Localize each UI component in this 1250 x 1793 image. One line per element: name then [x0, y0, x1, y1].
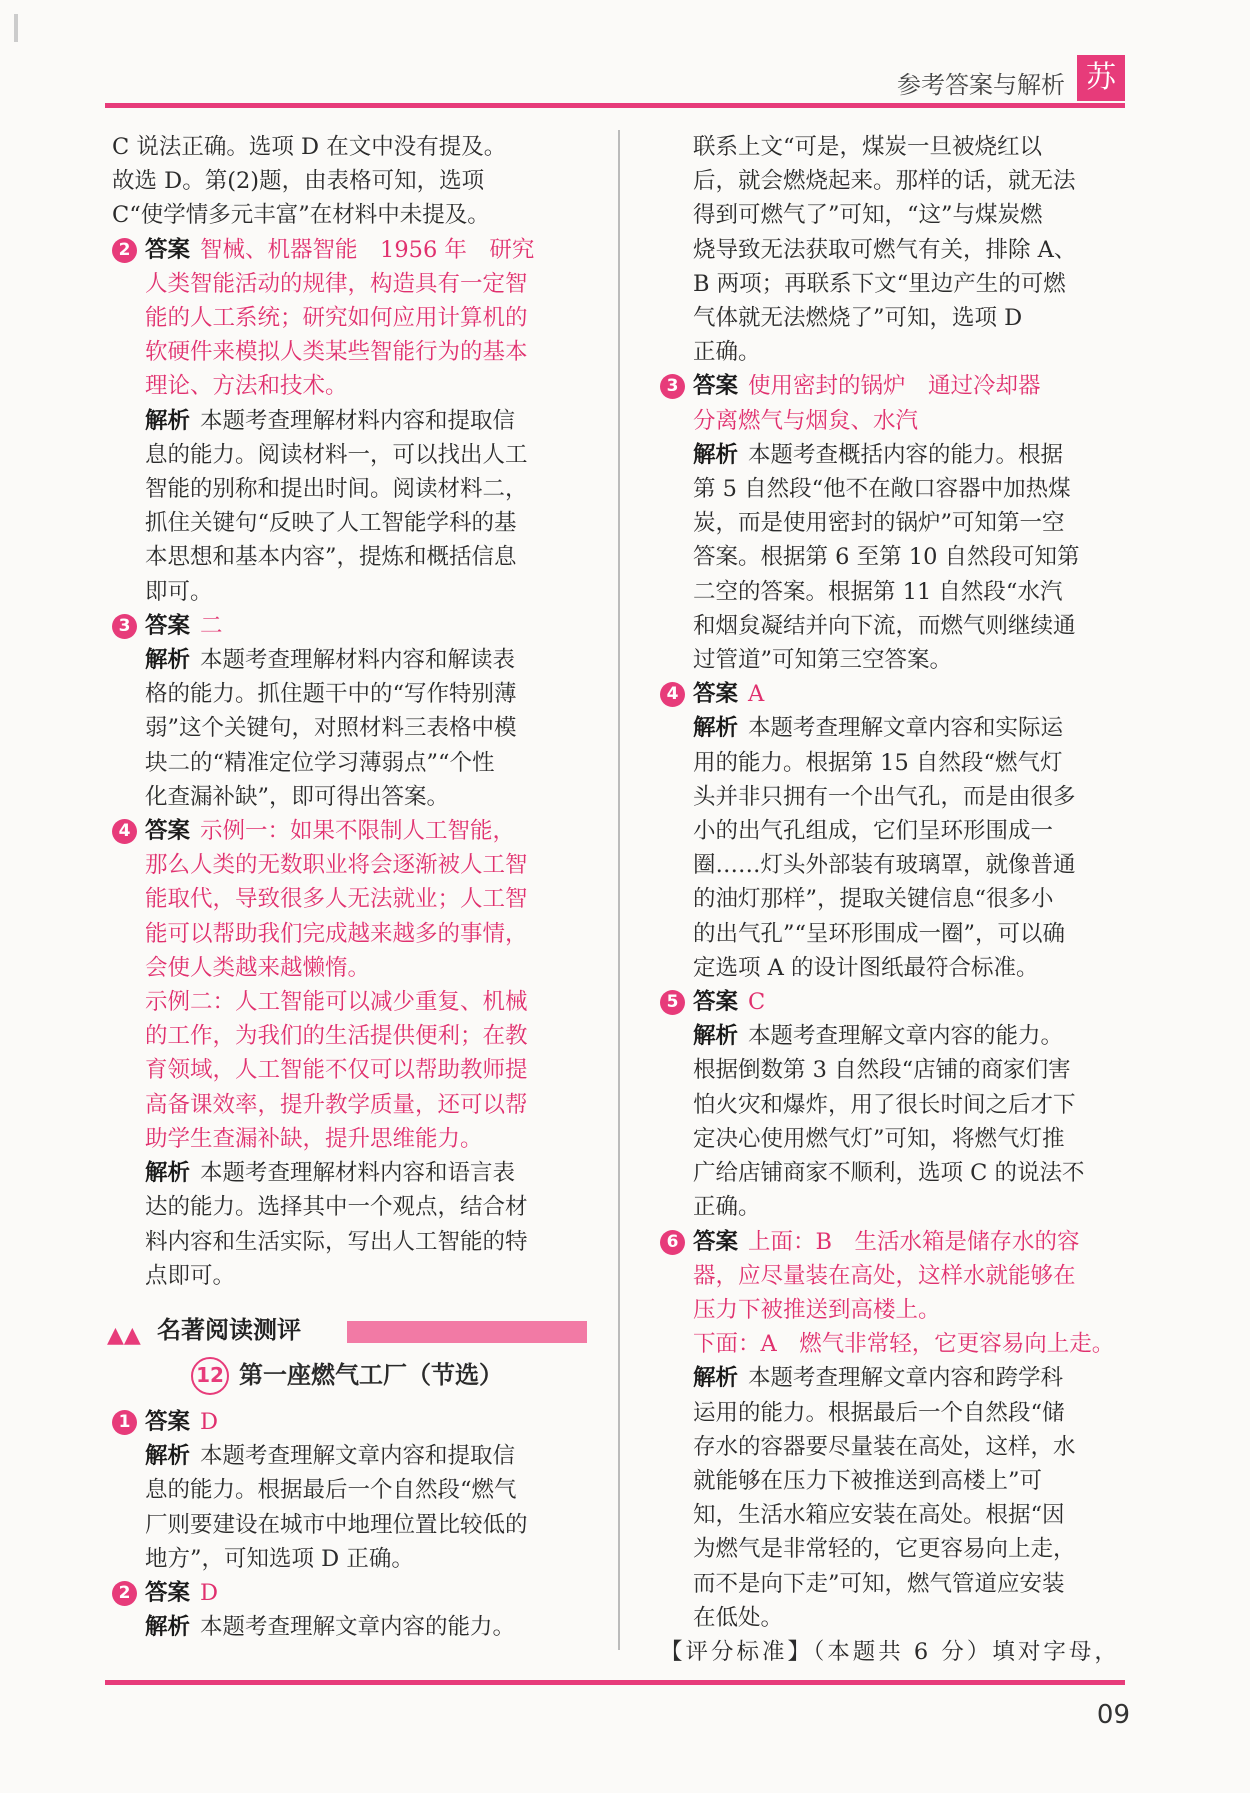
answer-text: 的工作，为我们的生活提供便利；在教: [145, 1023, 528, 1050]
answer-text: 使用密封的锅炉 通过冷却器: [748, 373, 1041, 400]
answer-label: 答案: [693, 1228, 739, 1255]
article-heading: [112, 1357, 582, 1395]
analysis-label: 解析: [693, 1365, 739, 1392]
analysis-text: 本题考查理解文章内容和跨学科: [748, 1365, 1064, 1392]
answer-text: 会使人类越来越懒惰。: [145, 954, 371, 981]
answer-text: 器，应尽量装在高处，这样水就能够在: [693, 1262, 1076, 1289]
answer-text: 软硬件来模拟人类某些智能行为的基本: [145, 339, 528, 366]
analysis-text: 抓住关键句“反映了人工智能学科的基: [145, 510, 517, 537]
analysis-text: 本题考查理解文章内容的能力。: [748, 1023, 1064, 1050]
answer-text: 示例二：人工智能可以减少重复、机械: [145, 989, 528, 1016]
text-line: 烧导致无法获取可燃气有关，排除 A、: [693, 236, 1077, 263]
analysis-text: 怕火灾和爆炸，用了很长时间之后才下: [693, 1091, 1076, 1118]
analysis-text: 知，生活水箱应安装在高处。根据“因: [693, 1502, 1065, 1529]
page-number: 09: [1096, 1700, 1130, 1730]
analysis-label: 解析: [145, 1443, 191, 1470]
text-line: 后，就会燃烧起来。那样的话，就无法: [693, 168, 1076, 195]
answer-text: 下面：A 燃气非常轻，它更容易向上走。: [693, 1331, 1115, 1358]
question-4: [112, 814, 582, 1293]
analysis-text: 二空的答案。根据第 11 自然段“水汽: [693, 578, 1063, 605]
text-line: 联系上文“可是，煤炭一旦被烧红以: [693, 134, 1043, 160]
analysis-label: 解析: [693, 441, 739, 468]
text-line: C“使学情多元丰富”在材料中未提及。: [112, 202, 490, 229]
answer-text: 助学生查漏补缺，提升思维能力。: [145, 1125, 483, 1152]
analysis-label: 解析: [145, 1160, 191, 1187]
right-column: [660, 130, 1130, 1669]
answer-label: 答案: [145, 612, 191, 639]
analysis-text: 料内容和生活实际，写出人工智能的特: [145, 1228, 528, 1255]
analysis-text: 和烟炱凝结并向下流，而燃气则继续通: [693, 612, 1076, 639]
analysis-label: 解析: [693, 715, 739, 742]
answer-label: 答案: [693, 989, 739, 1016]
analysis-text: 圈……灯头外部装有玻璃罩，就像普通: [693, 852, 1076, 879]
question-number: 4: [112, 819, 137, 844]
question-number: 2: [112, 238, 137, 263]
answer-label: 答案: [693, 373, 739, 400]
answer-text: 那么人类的无数职业将会逐渐被人工智: [145, 852, 528, 879]
analysis-text: 智能的别称和提出时间。阅读材料二，: [145, 476, 528, 503]
answer-text: 示例一：如果不限制人工智能，: [200, 818, 516, 845]
analysis-text: 用的能力。根据第 15 自然段“燃气灯: [693, 749, 1063, 776]
analysis-label: 解析: [145, 647, 191, 674]
column-divider: [618, 130, 620, 1650]
answer-text: 智械、机器智能 1956 年 研究: [200, 236, 535, 263]
analysis-text: 小的出气孔组成，它们呈环形围成一: [693, 818, 1054, 845]
analysis-text: 头并非只拥有一个出气孔，而是由很多: [693, 783, 1076, 810]
article-question-4: [660, 677, 1130, 985]
answer-text: C: [748, 989, 766, 1016]
analysis-text: 广给店铺商家不顺利，选项 C 的说法不: [693, 1160, 1085, 1187]
analysis-text: 点即可。: [145, 1262, 236, 1289]
analysis-text: 化查漏补缺”，即可得出答案。: [145, 783, 450, 810]
header-badge: 苏: [1077, 55, 1125, 101]
answer-text: 能可以帮助我们完成越来越多的事情，: [145, 920, 528, 947]
analysis-text: 厂则要建设在城市中地理位置比较低的: [145, 1511, 528, 1538]
section-bar: [347, 1321, 587, 1343]
analysis-text: 炭，而是使用密封的锅炉”可知第一空: [693, 510, 1065, 537]
analysis-text: 本题考查理解文章内容和实际运: [748, 715, 1064, 742]
pagoda-icon: ▲▲: [107, 1322, 141, 1348]
analysis-text: 本题考查理解材料内容和提取信: [200, 407, 516, 434]
answer-label: 答案: [145, 1579, 191, 1606]
analysis-text: 达的能力。选择其中一个观点，结合材: [145, 1194, 528, 1221]
answer-text: 压力下被推送到高楼上。: [693, 1296, 941, 1323]
answer-text: 高备课效率，提升教学质量，还可以帮: [145, 1091, 528, 1118]
left-column: [107, 130, 582, 1644]
analysis-text: 息的能力。阅读材料一，可以找出人工: [145, 441, 528, 468]
analysis-text: 第 5 自然段“他不在敞口容器中加热煤: [693, 476, 1071, 503]
answer-text: 二: [200, 612, 223, 639]
analysis-text: 弱”这个关键句，对照材料三表格中模: [145, 715, 517, 742]
text-line: 气体就无法燃烧了”可知，选项 D: [693, 305, 1023, 332]
analysis-text: 的出气孔”“呈环形围成一圈”，可以确: [693, 920, 1066, 947]
analysis-text: 地方”，可知选项 D 正确。: [145, 1545, 414, 1572]
footer-rule: [105, 1680, 1125, 1685]
article-title: 第一座燃气工厂（节选）: [239, 1360, 503, 1389]
text-line: 得到可燃气了”可知，“这”与煤炭燃: [693, 202, 1043, 229]
scoring-criteria: 【评分标准】（本题共 6 分）填对字母，: [660, 1638, 1120, 1665]
header-rule: [105, 103, 1125, 108]
answer-text: 能的人工系统；研究如何应用计算机的: [145, 305, 528, 332]
question-2: [112, 233, 582, 609]
analysis-text: 本题考查理解材料内容和语言表: [200, 1160, 516, 1187]
question-number: 5: [660, 990, 685, 1015]
answer-label: 答案: [145, 236, 191, 263]
text-line: C 说法正确。选项 D 在文中没有提及。: [112, 134, 507, 160]
article-question-2: [112, 1576, 582, 1644]
page-header: [105, 55, 1125, 105]
analysis-text: 息的能力。根据最后一个自然段“燃气: [145, 1477, 517, 1504]
article-question-1: [112, 1405, 582, 1576]
header-title: 参考答案与解析: [897, 71, 1065, 99]
analysis-text: 本思想和基本内容”，提炼和概括信息: [145, 544, 517, 571]
analysis-text: 答案。根据第 6 至第 10 自然段可知第: [693, 544, 1080, 571]
question-number: 3: [660, 374, 685, 399]
analysis-label: 解析: [145, 1614, 191, 1641]
question-number: 6: [660, 1230, 685, 1255]
corner-mark: [14, 14, 18, 42]
answer-text: 分离燃气与烟炱、水汽: [693, 407, 919, 434]
analysis-text: 的油灯那样”，提取关键信息“很多小: [693, 886, 1054, 913]
analysis-text: 本题考查概括内容的能力。根据: [748, 441, 1064, 468]
answer-label: 答案: [145, 818, 191, 845]
question-number: 4: [660, 682, 685, 707]
analysis-text: 本题考查理解文章内容和提取信: [200, 1443, 516, 1470]
analysis-label: 解析: [145, 407, 191, 434]
analysis-text: 即可。: [145, 578, 213, 605]
answer-text: 上面：B 生活水箱是储存水的容: [748, 1228, 1080, 1255]
text-line: B 两项；再联系下文“里边产生的可燃: [693, 270, 1066, 297]
answer-text: 理论、方法和技术。: [145, 373, 348, 400]
analysis-text: 存水的容器要尽量装在高处，这样，水: [693, 1433, 1076, 1460]
text-line: 正确。: [693, 339, 761, 366]
question-3: [112, 609, 582, 814]
question-number: 3: [112, 614, 137, 639]
analysis-text: 而不是向下走”可知，燃气管道应安装: [693, 1570, 1065, 1597]
article-question-3: [660, 369, 1130, 677]
article-number: 12: [191, 1357, 229, 1395]
question-number: 2: [112, 1581, 137, 1606]
analysis-label: 解析: [693, 1023, 739, 1050]
answer-text: 人类智能活动的规律，构造具有一定智: [145, 270, 528, 297]
analysis-text: 运用的能力。根据最后一个自然段“储: [693, 1399, 1065, 1426]
analysis-text: 过管道”可知第三空答案。: [693, 647, 953, 674]
article-question-5: [660, 985, 1130, 1224]
analysis-text: 为燃气是非常轻的，它更容易向上走，: [693, 1536, 1076, 1563]
text-line: 故选 D。第(2)题，由表格可知，选项: [112, 168, 485, 195]
analysis-text: 正确。: [693, 1194, 761, 1221]
analysis-text: 本题考查理解文章内容的能力。: [200, 1614, 516, 1641]
answer-label: 答案: [145, 1408, 191, 1435]
answer-text: 育领域，人工智能不仅可以帮助教师提: [145, 1057, 528, 1084]
analysis-text: 定选项 A 的设计图纸最符合标准。: [693, 954, 1039, 981]
answer-text: 能取代，导致很多人无法就业；人工智: [145, 886, 528, 913]
answer-text: A: [748, 681, 765, 708]
analysis-text: 就能够在压力下被推送到高楼上”可: [693, 1467, 1043, 1494]
analysis-text: 本题考查理解材料内容和解读表: [200, 647, 516, 674]
answer-text: D: [200, 1408, 219, 1435]
analysis-text: 块二的“精准定位学习薄弱点”“个性: [145, 749, 495, 776]
analysis-text: 根据倒数第 3 自然段“店铺的商家们害: [693, 1057, 1071, 1084]
analysis-text: 定决心使用燃气灯”可知，将燃气灯推: [693, 1125, 1065, 1152]
section-heading: [107, 1311, 582, 1351]
analysis-text: 在低处。: [693, 1604, 784, 1631]
answer-label: 答案: [693, 681, 739, 708]
section-title: 名著阅读测评: [157, 1315, 301, 1344]
answer-text: D: [200, 1579, 219, 1606]
question-number: 1: [112, 1410, 137, 1435]
analysis-text: 格的能力。抓住题干中的“写作特别薄: [145, 681, 517, 708]
article-question-6: [660, 1225, 1130, 1635]
